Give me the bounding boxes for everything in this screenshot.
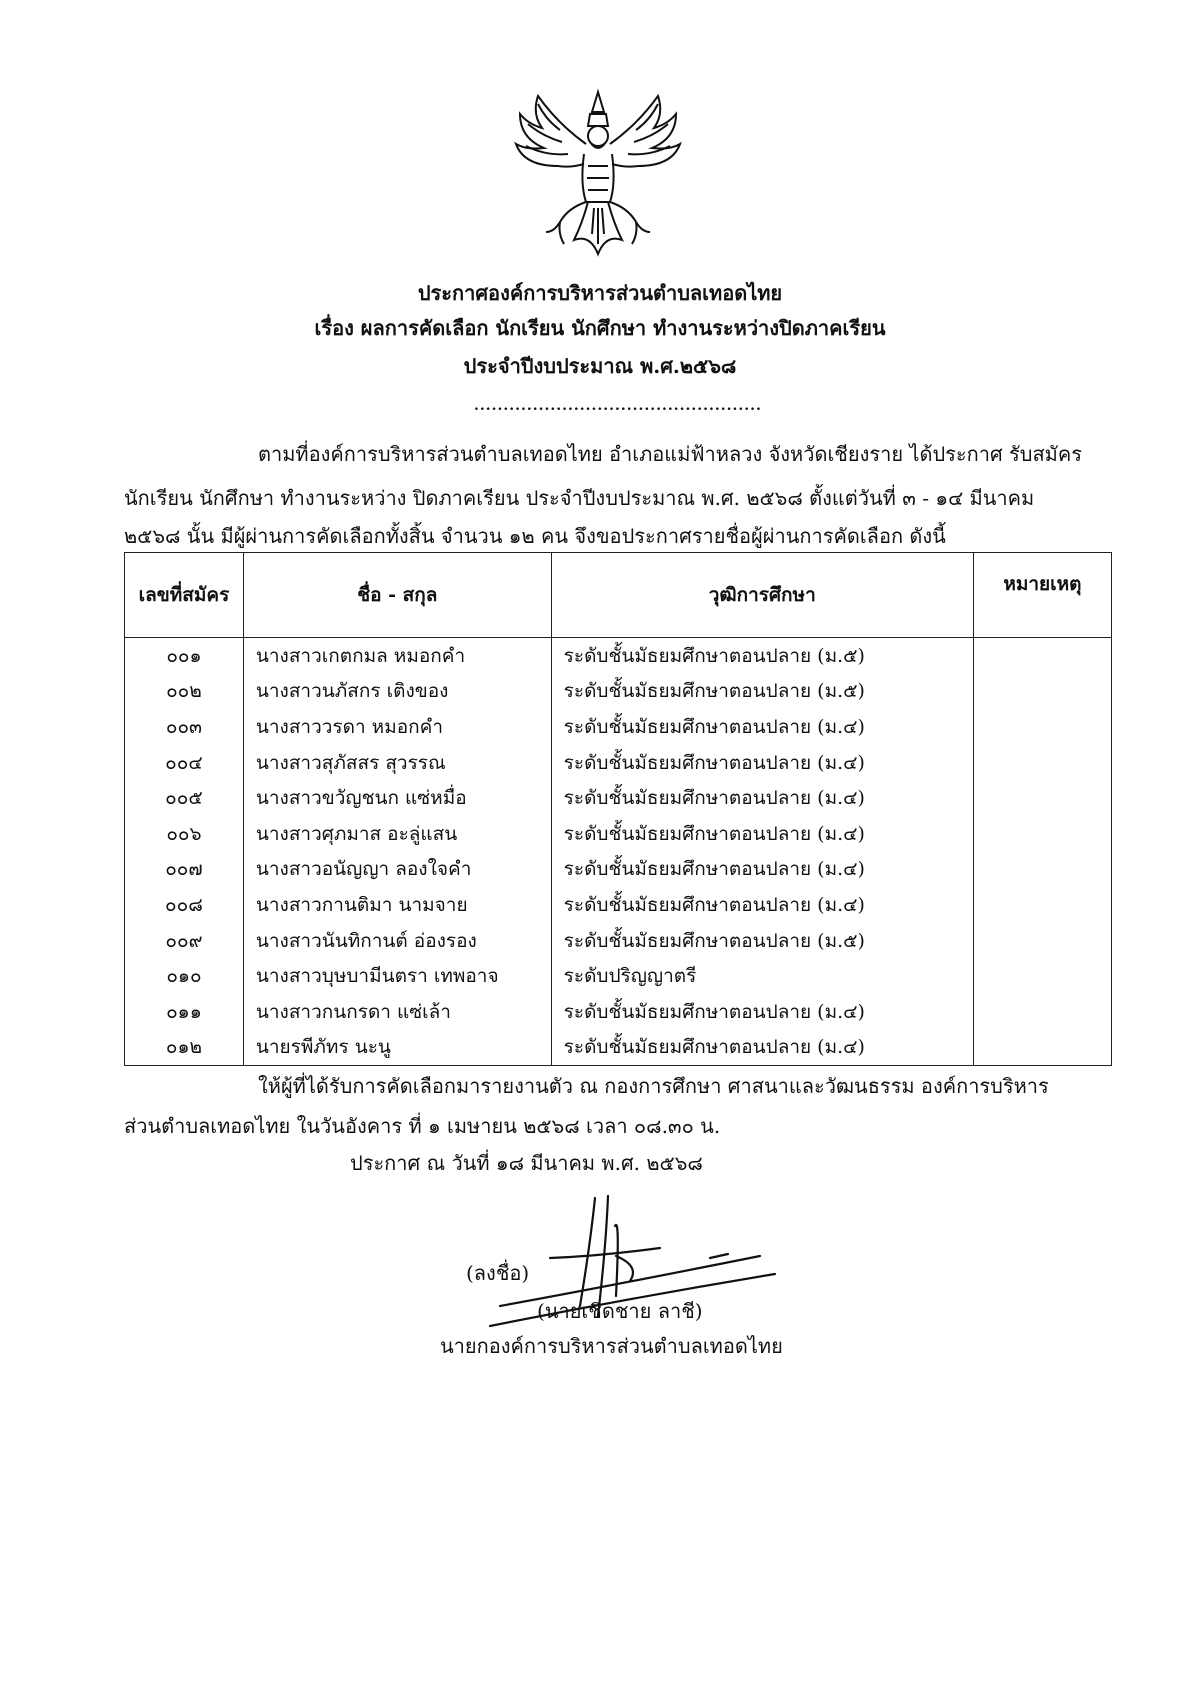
applicant-education: ระดับชั้นมัธยมศึกษาตอนปลาย (ม.๕) <box>551 923 973 959</box>
applicant-name: นายรพีภัทร นะนู <box>243 1030 551 1066</box>
applicant-name: นางสาวสุภัสสร สุวรรณ <box>243 745 551 781</box>
paragraph-1-line-1: ตามที่องค์การบริหารส่วนตำบลเทอดไทย อำเภอแม่ฟ้าหลวง จังหวัดเชียงราย ได้ประกาศ รับสมัคร <box>258 442 1082 466</box>
applicant-remark <box>973 709 1111 745</box>
applicant-number: ๐๐๓ <box>125 709 244 745</box>
announcement-date: ประกาศ ณ วันที่ ๑๘ มีนาคม พ.ศ. ๒๕๖๘ <box>350 1151 703 1175</box>
applicant-name: นางสาวนันทิกานต์ อ่องรอง <box>243 923 551 959</box>
applicant-name: นางสาวขวัญชนก แซ่หมื่อ <box>243 780 551 816</box>
applicant-number: ๐๐๑ <box>125 638 244 674</box>
applicant-number: ๐๐๘ <box>125 887 244 923</box>
applicant-number: ๐๑๒ <box>125 1030 244 1066</box>
table-row <box>125 958 1112 994</box>
applicant-education: ระดับชั้นมัธยมศึกษาตอนปลาย (ม.๕) <box>551 674 973 710</box>
applicant-remark <box>973 958 1111 994</box>
applicant-remark <box>973 923 1111 959</box>
table-row <box>125 887 1112 923</box>
separator-dots: ................................................. <box>474 398 762 414</box>
applicant-remark <box>973 816 1111 852</box>
paragraph-2-line-1: ให้ผู้ที่ได้รับการคัดเลือกมารายงานตัว ณ กองการศึกษา ศาสนาและวัฒนธรรม องค์การบริหาร <box>258 1074 1049 1098</box>
column-header-number: เลขที่สมัคร <box>125 553 244 638</box>
table-row <box>125 709 1112 745</box>
column-header-education: วุฒิการศึกษา <box>551 553 973 638</box>
applicant-name: นางสาวอนัญญา ลองใจคำ <box>243 852 551 888</box>
paragraph-1-line-3: ๒๕๖๘ นั้น มีผู้ผ่านการคัดเลือกทั้งสิ้น จำนวน ๑๒ คน จึงขอประกาศรายชื่อผู้ผ่านการคัดเลือก ดังนี้ <box>124 524 946 548</box>
table-row <box>125 638 1112 674</box>
applicant-education: ระดับปริญญาตรี <box>551 958 973 994</box>
fiscal-year: ประจำปีงบประมาณ พ.ศ.๒๕๖๘ <box>463 354 737 378</box>
garuda-emblem-icon <box>498 84 698 262</box>
applicant-name: นางสาวศุภมาส อะลู่แสน <box>243 816 551 852</box>
signer-name: (นายเชิดชาย ลาชี) <box>537 1299 703 1323</box>
table-row <box>125 745 1112 781</box>
announcement-title: ประกาศองค์การบริหารส่วนตำบลเทอดไทย <box>417 281 783 305</box>
applicant-education: ระดับชั้นมัธยมศึกษาตอนปลาย (ม.๔) <box>551 852 973 888</box>
applicant-name: นางสาวเกตกมล หมอกคำ <box>243 638 551 674</box>
results-table <box>124 552 1112 1066</box>
applicant-remark <box>973 638 1111 674</box>
applicant-education: ระดับชั้นมัธยมศึกษาตอนปลาย (ม.๔) <box>551 745 973 781</box>
applicant-name: นางสาววรดา หมอกคำ <box>243 709 551 745</box>
table-row <box>125 674 1112 710</box>
signer-title: นายกองค์การบริหารส่วนตำบลเทอดไทย <box>440 1334 783 1358</box>
applicant-name: นางสาวนภัสกร เติงของ <box>243 674 551 710</box>
applicant-number: ๐๐๗ <box>125 852 244 888</box>
applicant-education: ระดับชั้นมัธยมศึกษาตอนปลาย (ม.๔) <box>551 1030 973 1066</box>
applicant-number: ๐๐๖ <box>125 816 244 852</box>
applicant-education: ระดับชั้นมัธยมศึกษาตอนปลาย (ม.๔) <box>551 709 973 745</box>
applicant-number: ๐๐๔ <box>125 745 244 781</box>
column-header-remark: หมายเหตุ <box>973 553 1111 638</box>
applicant-remark <box>973 887 1111 923</box>
applicant-name: นางสาวกานติมา นามจาย <box>243 887 551 923</box>
applicant-remark <box>973 1030 1111 1066</box>
applicant-number: ๐๐๕ <box>125 780 244 816</box>
applicant-number: ๐๑๑ <box>125 994 244 1030</box>
applicant-remark <box>973 745 1111 781</box>
applicant-name: นางสาวบุษบามีนตรา เทพอาจ <box>243 958 551 994</box>
applicant-name: นางสาวกนกรดา แซ่เล้า <box>243 994 551 1030</box>
applicant-remark <box>973 780 1111 816</box>
table-header-row <box>125 553 1112 638</box>
table-row <box>125 923 1112 959</box>
applicant-education: ระดับชั้นมัธยมศึกษาตอนปลาย (ม.๔) <box>551 780 973 816</box>
applicant-education: ระดับชั้นมัธยมศึกษาตอนปลาย (ม.๕) <box>551 638 973 674</box>
paragraph-1-line-2: นักเรียน นักศึกษา ทำงานระหว่าง ปิดภาคเรียน ประจำปีงบประมาณ พ.ศ. ๒๕๖๘ ตั้งแต่วันที่ ๓ - ๑๔ มีนาคม <box>124 486 1035 510</box>
applicant-education: ระดับชั้นมัธยมศึกษาตอนปลาย (ม.๔) <box>551 816 973 852</box>
table-row <box>125 816 1112 852</box>
table-row <box>125 1030 1112 1066</box>
applicant-number: ๐๑๐ <box>125 958 244 994</box>
applicant-education: ระดับชั้นมัธยมศึกษาตอนปลาย (ม.๔) <box>551 994 973 1030</box>
applicant-remark <box>973 852 1111 888</box>
applicant-education: ระดับชั้นมัธยมศึกษาตอนปลาย (ม.๔) <box>551 887 973 923</box>
table-row <box>125 780 1112 816</box>
applicant-remark <box>973 994 1111 1030</box>
sign-label: (ลงชื่อ) <box>466 1261 530 1285</box>
applicant-number: ๐๐๒ <box>125 674 244 710</box>
table-row <box>125 852 1112 888</box>
announcement-subject: เรื่อง ผลการคัดเลือก นักเรียน นักศึกษา ทำงานระหว่างปิดภาคเรียน <box>314 316 886 340</box>
column-header-name: ชื่อ - สกุล <box>243 553 551 638</box>
paragraph-2-line-2: ส่วนตำบลเทอดไทย ในวันอังคาร ที่ ๑ เมษายน ๒๕๖๘ เวลา ๐๘.๓๐ น. <box>124 1114 721 1138</box>
applicant-number: ๐๐๙ <box>125 923 244 959</box>
table-row <box>125 994 1112 1030</box>
applicant-remark <box>973 674 1111 710</box>
